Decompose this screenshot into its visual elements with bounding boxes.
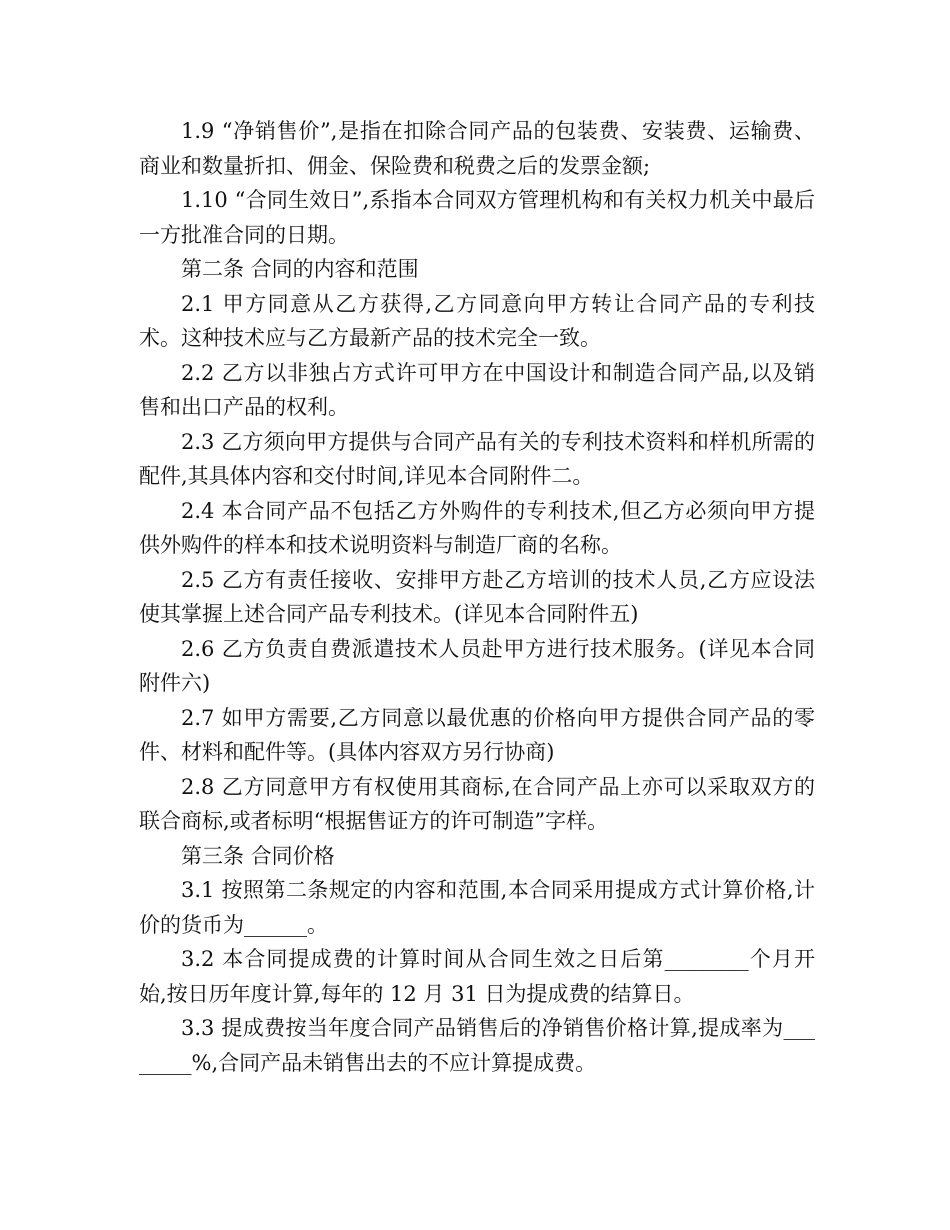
paragraph-2-8: 2.8 乙方同意甲方有权使用其商标,在合同产品上亦可以采取双方的联合商标,或者标明“根据售证方的许可制造”字样。 (139, 774, 815, 833)
paragraph-3-1: 3.1 按照第二条规定的内容和范围,本合同采用提成方式计算价格,计价的货币为______。 (139, 878, 815, 937)
paragraph-2-2: 2.2 乙方以非独占方式许可甲方在中国设计和制造合同产品,以及销售和出口产品的权利。 (139, 360, 815, 419)
article-2-heading: 第二条 合同的内容和范围 (181, 257, 419, 281)
paragraph-2-4: 2.4 本合同产品不包括乙方外购件的专利技术,但乙方必须向甲方提供外购件的样本和技术说明资料与制造厂商的名称。 (139, 498, 815, 557)
paragraph-2-1: 2.1 甲方同意从乙方获得,乙方同意向甲方转让合同产品的专利技术。这种技术应与乙方最新产品的技术完全一致。 (139, 291, 815, 350)
paragraph-2-6: 2.6 乙方负责自费派遣技术人员赴甲方进行技术服务。(详见本合同附件六) (139, 636, 815, 695)
paragraph-3-2: 3.2 本合同提成费的计算时间从合同生效之日后第________个月开始,按日历年度计算,每年的 12 月 31 日为提成费的结算日。 (139, 947, 815, 1006)
paragraph-1-9-net-sales-price: 1.9 “净销售价”,是指在扣除合同产品的包装费、安装费、运输费、商业和数量折扣、佣金、保险费和税费之后的发票金额; (139, 119, 815, 178)
paragraph-3-3: 3.3 提成费按当年度合同产品销售后的净销售价格计算,提成率为________%,合同产品未销售出去的不应计算提成费。 (139, 1016, 815, 1075)
paragraph-1-10-effective-date: 1.10 “合同生效日”,系指本合同双方管理机构和有关权力机关中最后一方批准合同的日期。 (139, 188, 815, 247)
paragraph-2-7: 2.7 如甲方需要,乙方同意以最优惠的价格向甲方提供合同产品的零件、材料和配件等。(具体内容双方另行协商) (139, 705, 815, 764)
article-3-heading: 第三条 合同价格 (181, 843, 335, 868)
paragraph-2-3: 2.3 乙方须向甲方提供与合同产品有关的专利技术资料和样机所需的配件,其具体内容和交付时间,详见本合同附件二。 (139, 429, 815, 488)
paragraph-2-5: 2.5 乙方有责任接收、安排甲方赴乙方培训的技术人员,乙方应设法使其掌握上述合同产品专利技术。(详见本合同附件五) (139, 567, 815, 626)
document-page (139, 114, 815, 1080)
